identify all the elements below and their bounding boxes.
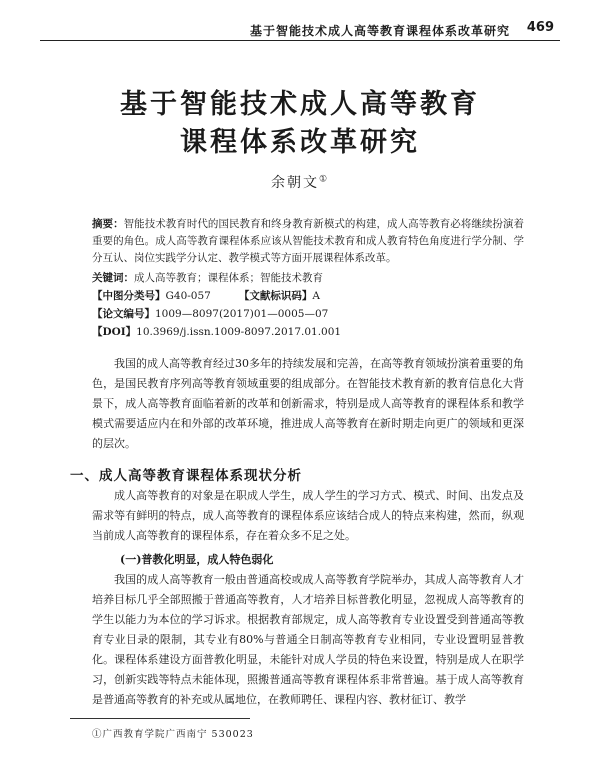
paper-title-line-2: 课程体系改革研究 <box>180 127 420 158</box>
footnote-divider <box>70 718 250 719</box>
article-id-value: 1009—8097(2017)01—0005—07 <box>155 308 329 320</box>
clc-value: G40-057 <box>165 290 211 302</box>
author-name: 余朝文 <box>270 175 319 191</box>
page-number: 469 <box>526 20 554 35</box>
doc-code-label: 【文献标识码】 <box>238 290 313 302</box>
subsection-1-heading: (一)普教化明显，成人特色弱化 <box>120 553 274 566</box>
keywords <box>92 270 524 287</box>
abstract <box>92 216 524 267</box>
article-id-label: 【论文编号】 <box>92 308 155 320</box>
doi-label: 【DOI】 <box>92 326 137 338</box>
doc-code-value: A <box>312 290 320 302</box>
paper-title-line-1: 基于智能技术成人高等教育 <box>120 89 480 120</box>
keywords-label: 关键词： <box>92 272 134 284</box>
abstract-text: 智能技术教育时代的国民教育和终身教育新模式的构建，成人高等教育必将继续扮演着重要的角色。成人高等教育课程体系应该从智能技术教育和成人教育特色角度进行学分制、学分互认、岗位实践学分认定、教学模式等方面开展课程体系改革。 <box>92 218 525 264</box>
author-footnote-mark: ① <box>318 174 330 185</box>
intro-paragraph: 我国的成人高等教育经过30多年的持续发展和完善，在高等教育领域扮演着重要的角色，是国民教育序列高等教育领域重要的组成部分。在智能技术教育新的教育信息化大背景下，成人高等教育面临着新的改革和创新需求，特别是成人高等教育的课程体系和教学模式需要适应内在和外部的改革环境，推进成人高等教育在新时期走向更广的领域和更深的层次。 <box>92 357 524 450</box>
footnote <box>92 726 254 740</box>
running-header <box>40 20 560 41</box>
article-id-line <box>92 306 524 323</box>
footnote-text: 广西教育学院广西南宁 530023 <box>102 729 254 740</box>
keywords-text: 成人高等教育；课程体系；智能技术教育 <box>134 272 323 284</box>
doi-line <box>92 324 524 341</box>
clc-label: 【中图分类号】 <box>92 290 166 302</box>
footnote-mark: ① <box>92 729 103 740</box>
running-title: 基于智能技术成人高等教育课程体系改革研究 <box>249 24 510 38</box>
author <box>0 172 600 192</box>
abstract-label: 摘要： <box>92 218 124 230</box>
subsection-1-paragraph: 我国的成人高等教育一般由普通高校或成人高等教育学院举办，其成人高等教育人才培养目标几乎全部照搬于普通高等教育，人才培养目标普教化明显，忽视成人高等教育的学生以能力为本位的学习诉求。根据教育部规定，成人高等教育专业设置受到普通高等教育专业目录的限制，其专业有80%与普通全日制高等教育专业相同，专业设置明显普教化。课程体系建设方面普教化明显，未能针对成人学员的特色来设置，特别是成人在职学习，创新实践等特点未能体现，照搬普通高等教育课程体系非常普遍。基于成人高等教育是普通高等教育的补充或从属地位，在教师聘任、课程内容、教材征订、教学 <box>92 573 524 706</box>
section-1-heading: 一、成人高等教育课程体系现状分析 <box>70 468 302 484</box>
doi-value: 10.3969/j.issn.1009-8097.2017.01.001 <box>136 326 342 338</box>
classification-line <box>92 288 524 305</box>
section-1-paragraph: 成人高等教育的对象是在职成人学生，成人学生的学习方式、模式、时间、出发点及需求等有鲜明的特点，成人高等教育的课程体系应该结合成人的特点来构建，然而，纵观当前成人高等教育的课程体系，存在着众多不足之处。 <box>92 489 524 542</box>
